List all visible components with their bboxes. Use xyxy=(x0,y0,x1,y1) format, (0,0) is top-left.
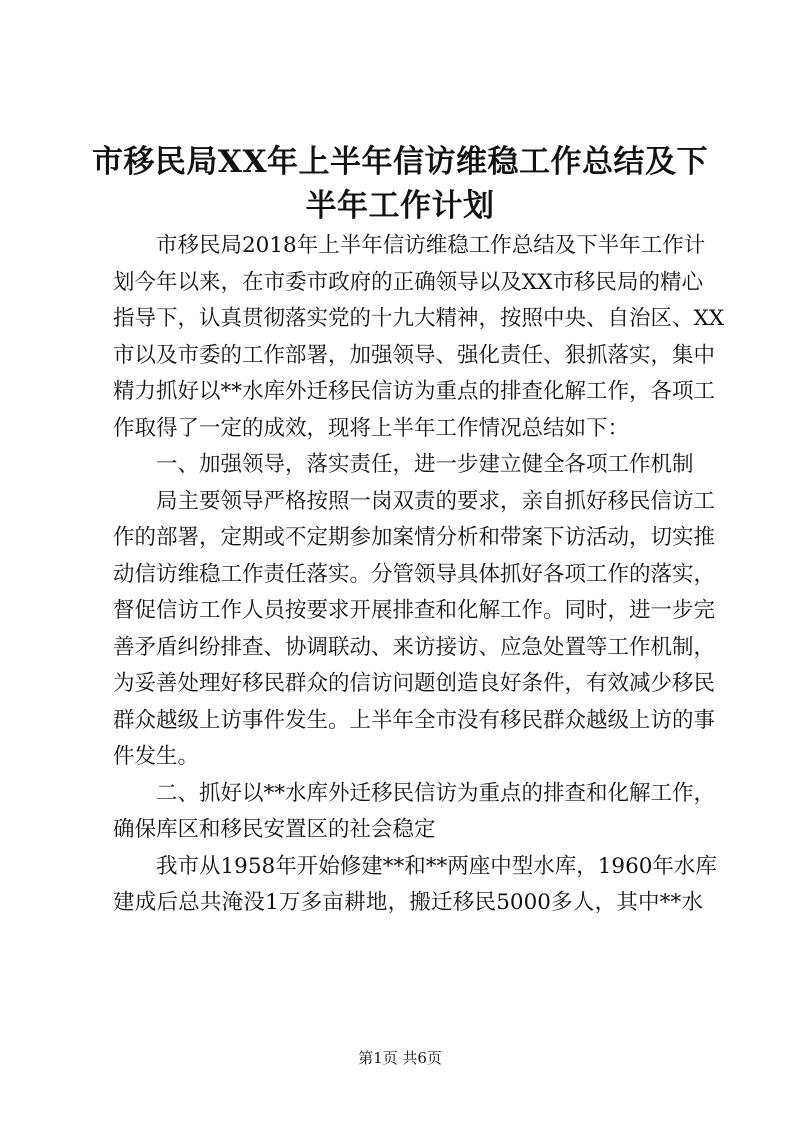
text-line: 二、抓好以**水库外迁移民信访为重点的排查和化解工作， xyxy=(156,780,716,806)
paragraph-leadership xyxy=(113,484,716,776)
section-heading-2 xyxy=(113,776,716,849)
title-line-2: 半年工作计划 xyxy=(305,188,495,224)
text-line: 作的部署，定期或不定期参加案情分析和带案下访活动，切实推 xyxy=(113,525,716,550)
text-line: 建成后总共淹没1万多亩耕地，搬迁移民5000多人，其中**水 xyxy=(113,890,703,915)
document-title xyxy=(90,140,710,228)
text-line: 作取得了一定的成效，现将上半年工作情况总结如下： xyxy=(113,415,630,441)
title-line-1: 市移民局XX年上半年信访维稳工作总结及下 xyxy=(91,144,709,180)
text-line: 一、加强领导，落实责任，进一步建立健全各项工作机制 xyxy=(156,452,694,477)
text-line: 动信访维稳工作责任落实。分管领导具体抓好各项工作的落实， xyxy=(113,561,716,587)
paragraph-intro xyxy=(113,228,725,447)
text-line: 件发生。 xyxy=(113,744,200,769)
text-line: 群众越级上访事件发生。上半年全市没有移民群众越级上访的事 xyxy=(113,707,716,733)
section-heading-1 xyxy=(113,447,703,484)
text-line: 划今年以来，在市委市政府的正确领导以及XX市移民局的精心 xyxy=(113,269,703,295)
text-line: 督促信访工作人员按要求开展排查和化解工作。同时，进一步完 xyxy=(113,598,716,623)
text-line: 善矛盾纠纷排查、协调联动、来访接访、应急处置等工作机制， xyxy=(113,634,716,660)
text-line: 确保库区和移民安置区的社会稳定 xyxy=(113,817,436,842)
page-footer: 第1页 共6页 xyxy=(358,1049,442,1067)
paragraph-history xyxy=(113,849,717,922)
text-line: 市以及市委的工作部署，加强领导、强化责任、狠抓落实，集中 xyxy=(113,342,716,368)
text-line: 精力抓好以**水库外迁移民信访为重点的排查化解工作，各项工 xyxy=(113,379,716,404)
text-line: 局主要领导严格按照一岗双责的要求，亲自抓好移民信访工 xyxy=(156,488,716,514)
document-body xyxy=(113,228,725,922)
text-line: 为妥善处理好移民群众的信访问题创造良好条件，有效减少移民 xyxy=(113,671,716,696)
text-line: 市移民局2018年上半年信访维稳工作总结及下半年工作计 xyxy=(156,233,706,258)
text-line: 我市从1958年开始修建**和**两座中型水库，1960年水库 xyxy=(156,853,717,879)
text-line: 指导下，认真贯彻落实党的十九大精神，按照中央、自治区、XX xyxy=(113,306,725,331)
